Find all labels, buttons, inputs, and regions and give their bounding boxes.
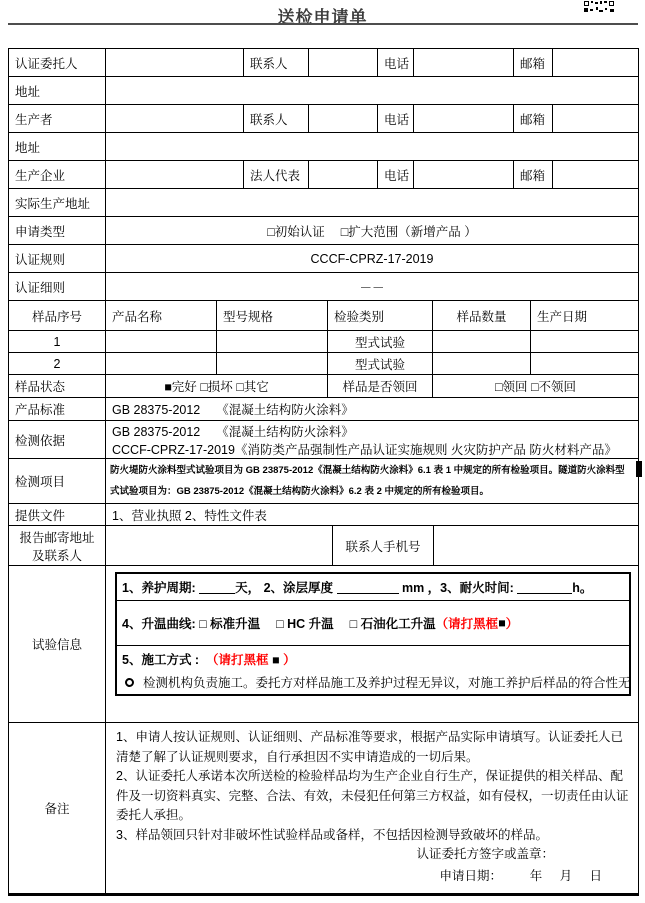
black-square-icon: ■ (272, 653, 280, 667)
label-phone: 电话 (378, 49, 414, 77)
input-email[interactable] (553, 49, 638, 77)
label-sample-status: 样品状态 (9, 375, 106, 398)
header-sample-quantity: 样品数量 (433, 301, 531, 331)
page-title: 送检申请单 (277, 8, 368, 27)
input-client-address[interactable] (106, 77, 638, 105)
test-info-line1 (117, 574, 629, 601)
input-contact-person[interactable] (309, 105, 378, 133)
label-contact-person: 联系人 (244, 49, 309, 77)
label-application-type: 申请类型 (9, 217, 106, 245)
label-report-mailing (9, 526, 106, 566)
input-product-name[interactable] (106, 331, 217, 353)
sample-status-checkboxes[interactable]: ■完好 □损坏 □其它 (164, 380, 269, 394)
sample-return-options[interactable] (433, 375, 638, 398)
sample-status-options[interactable] (106, 375, 328, 398)
input-model-spec[interactable] (217, 331, 328, 353)
label-email: 邮箱 (514, 49, 553, 77)
label-sample-return: 样品是否领回 (328, 375, 433, 398)
fire-resistance-blank[interactable] (517, 580, 572, 594)
label-report-mailing-line1: 报告邮寄地址 (19, 530, 95, 545)
application-form-table (8, 48, 639, 896)
label-testing-basis: 检测依据 (9, 421, 106, 459)
label-test-info: 试验信息 (9, 566, 106, 723)
test-info-line2 (117, 601, 629, 646)
remark-item: 1、申请人按认证规则、认证细则、产品标准等要求，根据产品实际申请填写。认证委托人已清楚了解了认证规则要求，自行承担因不实申请造成的一切后果。 (116, 730, 623, 764)
remark-item: 2、认证委托人承诺本次所送检的检验样品均为生产企业自行生产，保证提供的相关样品、配件及一切资料真实、完整、合法、有效，未侵犯任何第三方权益，如有侵权，一切责任由认证委托人承担。 (116, 769, 629, 822)
label-phone: 电话 (378, 105, 414, 133)
label-certification-detail: 认证细则 (9, 273, 106, 301)
sample-row-1 (9, 331, 638, 353)
input-report-mailing-address[interactable] (106, 526, 333, 566)
heating-curve-checkboxes[interactable]: 4、升温曲线: □ 标准升温 □ HC 升温 □ 石油化工升温 (122, 617, 436, 631)
row-product-standard (9, 398, 638, 421)
header-inspection-category: 检验类别 (328, 301, 433, 331)
radio-bullet-icon[interactable] (125, 678, 134, 687)
remark-item: 3、样品领回只针对非破坏性试验样品或备样，不包括因检测导致破坏的样品。 (116, 827, 548, 842)
row-sample-status (9, 375, 638, 398)
label-producer: 生产者 (9, 105, 106, 133)
label-actual-production-address: 实际生产地址 (9, 189, 106, 217)
construction-method-line (122, 650, 296, 668)
label-manufacturer: 生产企业 (9, 161, 106, 189)
row-report-mailing (9, 526, 638, 566)
header-sample-no: 样品序号 (9, 301, 106, 331)
input-producer[interactable] (106, 105, 244, 133)
input-actual-production-address[interactable] (106, 189, 638, 217)
coating-thickness-blank[interactable] (337, 580, 399, 594)
input-production-date[interactable] (531, 331, 638, 353)
row-certification-client (9, 49, 638, 77)
row-test-info (9, 566, 638, 723)
fire-resistance-label: mm ，3、耐火时间: (398, 581, 518, 595)
label-certification-rule: 认证规则 (9, 245, 106, 273)
label-product-standard: 产品标准 (9, 398, 106, 421)
label-testing-items: 检测项目 (9, 459, 106, 504)
label-certification-client: 认证委托人 (9, 49, 106, 77)
testing-items-value: 防火堤防火涂料型式试验项目为 GB 23875-2012《混凝土结构防火涂料》6.1 表 1 中规定的所有检验项目。隧道防火涂料型式试验项目为：GB 23875-2012《混凝土结构防火涂料》6.2 表 2 中规定的所有检验项目。 (106, 459, 638, 504)
construction-method-label: 5、施工方式 : (122, 653, 203, 667)
row-remarks (9, 723, 638, 894)
input-legal-representative[interactable] (309, 161, 378, 189)
label-remarks: 备注 (9, 723, 106, 894)
curing-period-label: 1、养护周期: (122, 581, 200, 595)
row-testing-items (9, 459, 638, 504)
row-testing-basis (9, 421, 638, 459)
row-client-address (9, 77, 638, 105)
row-producer-address (9, 133, 638, 161)
input-email[interactable] (553, 161, 638, 189)
remarks-content-cell (106, 723, 638, 894)
test-info-box (115, 572, 631, 696)
input-contact-person[interactable] (309, 49, 378, 77)
label-legal-representative: 法人代表 (244, 161, 309, 189)
input-phone[interactable] (414, 161, 514, 189)
sample-table-header (9, 301, 638, 331)
row-actual-production-address (9, 189, 638, 217)
label-address: 地址 (9, 77, 106, 105)
qr-code-icon (584, 1, 614, 13)
inspection-category-value: 型式试验 (328, 331, 433, 353)
provided-documents-value: 1、营业执照 2、特性文件表 (106, 504, 638, 526)
signature-label[interactable]: 认证委托方签字或盖章： (416, 847, 554, 861)
input-phone[interactable] (414, 49, 514, 77)
header-model-spec: 型号规格 (217, 301, 328, 331)
test-info-line3-block (117, 646, 629, 694)
application-date-line[interactable]: 申请日期： 年 月 日 (439, 868, 602, 883)
label-address: 地址 (9, 133, 106, 161)
row-provided-documents (9, 504, 638, 526)
title-divider (8, 23, 638, 25)
construction-option-text: 检测机构负责施工。委托方对样品施工及养护过程无异议，对施工养护后样品的符合性无 (143, 676, 631, 690)
header-production-date: 生产日期 (531, 301, 638, 331)
label-phone: 电话 (378, 161, 414, 189)
input-sample-quantity[interactable] (433, 353, 531, 375)
construction-note-open: （请打黑框 (206, 653, 269, 667)
label-email: 邮箱 (514, 161, 553, 189)
input-certification-client[interactable] (106, 49, 244, 77)
sample-return-checkboxes[interactable]: □领回 □不领回 (494, 380, 577, 394)
construction-option-row[interactable] (122, 673, 631, 691)
input-sample-quantity[interactable] (433, 331, 531, 353)
label-report-mailing-line2: 及联系人 (31, 548, 82, 563)
certification-detail-value-cell (106, 273, 638, 301)
testing-basis-value-cell (106, 421, 638, 459)
application-type-options[interactable] (106, 217, 638, 245)
input-model-spec[interactable] (217, 353, 328, 375)
heating-curve-note-close: ） (505, 617, 519, 631)
input-email[interactable] (553, 105, 638, 133)
test-info-content-cell (106, 566, 638, 723)
black-square-icon: ■ (498, 616, 506, 630)
input-contact-mobile[interactable] (434, 526, 638, 566)
header-product-name: 产品名称 (106, 301, 217, 331)
curing-period-blank[interactable] (199, 580, 235, 594)
sample-no: 2 (9, 353, 106, 375)
row-application-type (9, 217, 638, 245)
input-producer-address[interactable] (106, 133, 638, 161)
product-standard-value: GB 28375-2012 《混凝土结构防火涂料》 (106, 398, 638, 421)
row-manufacturer (9, 161, 638, 189)
coating-thickness-label: 天， 2、涂层厚度 (235, 581, 337, 595)
construction-note-close: ） (283, 653, 296, 667)
input-manufacturer[interactable] (106, 161, 244, 189)
sample-row-2 (9, 353, 638, 375)
label-contact-person: 联系人 (244, 105, 309, 133)
row-certification-detail (9, 273, 638, 301)
inspection-category-value: 型式试验 (328, 353, 433, 375)
row-producer (9, 105, 638, 133)
certification-rule-value: CCCF-CPRZ-17-2019 (310, 251, 434, 266)
input-product-name[interactable] (106, 353, 217, 375)
label-contact-mobile: 联系人手机号 (333, 526, 434, 566)
label-email: 邮箱 (514, 105, 553, 133)
application-type-checkboxes[interactable]: □初始认证 □扩大范围（新增产品 ） (267, 224, 477, 239)
row-certification-rule (9, 245, 638, 273)
hours-suffix: h。 (572, 581, 593, 595)
testing-basis-line2: CCCF-CPRZ-17-2019《消防类产品强制性产品认证实施规则 火灾防护产品 防火材料产品》 (112, 442, 617, 457)
input-phone[interactable] (414, 105, 514, 133)
heating-curve-note-open: （请打黑框 (435, 617, 499, 631)
cursor-artifact (636, 461, 642, 477)
label-provided-documents: 提供文件 (9, 504, 106, 526)
certification-rule-value-cell (106, 245, 638, 273)
input-production-date[interactable] (531, 353, 638, 375)
testing-basis-line1: GB 28375-2012 《混凝土结构防火涂料》 (112, 424, 354, 439)
sample-no: 1 (9, 331, 106, 353)
certification-detail-value: －－ (359, 280, 385, 295)
